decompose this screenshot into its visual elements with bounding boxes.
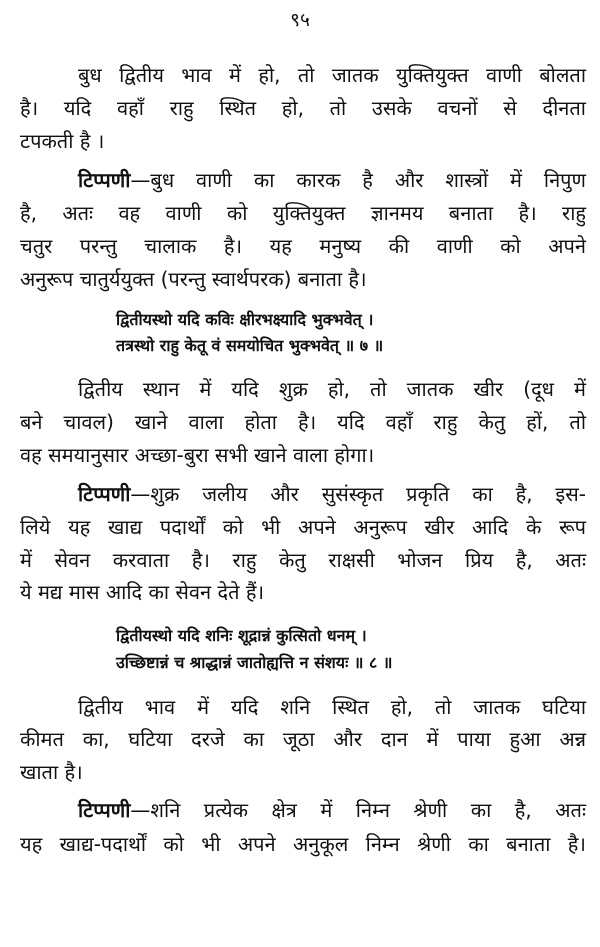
note-line: अनुरूप चातुर्ययुक्त (परन्तु स्वार्थपरक) बनाता है। [20,267,367,291]
note-label: टिप्पणी [78,168,131,192]
paragraph-line: वह समयानुसार अच्छा-बुरा सभी खाने वाला होगा। [20,443,375,467]
note-text: —शुक्र जलीय और सुसंस्कृत प्रकृति का है, इस- [130,482,586,506]
paragraph-line: द्वितीय भाव में यदि शनि स्थित हो, तो जातक घटिया [78,695,586,719]
note-line [78,165,586,195]
note-text: —शनि प्रत्येक क्षेत्र में निम्न श्रेणी का है, अतः [130,798,586,822]
note-line: लिये यह खाद्य पदार्थों को भी अपने अनुरूप खीर आदि के रूप [20,515,586,539]
note-label: टिप्पणी [78,798,131,822]
note-line: यह खाद्य-पदार्थों को भी अपने अनुकूल निम्न श्रेणी का बनाता है। [20,832,586,856]
verse-line: उच्छिष्टान्नं च श्राद्धान्नं जातोह्यत्ति न संशयः ॥ ८ ॥ [116,653,393,672]
verse-line: तत्रस्थो राहु केतू वं समयोचित भुक्भवेत् ॥ ७ ॥ [116,336,384,355]
note-line [78,479,586,509]
note-label: टिप्पणी [78,482,131,506]
paragraph-line: द्वितीय स्थान में यदि शुक्र हो, तो जातक खीर (दूध में [78,377,586,401]
page-number: ९५ [290,9,310,31]
note-line: ये मद्य मास आदि का सेवन देते हैं। [20,580,265,604]
paragraph-line: टपकती है । [20,129,105,153]
note-line [78,795,586,825]
verse-line: द्वितीयस्थो यदि कविः क्षीरभक्ष्यादि भुक्भवेत् । [116,310,374,329]
verse-line: द्वितीयस्थो यदि शनिः शूद्रान्नं कुत्सितो धनम् । [116,626,367,645]
note-line: चतुर परन्तु चालाक है। यह मनुष्य की वाणी को अपने [20,234,586,258]
note-text: —बुध वाणी का कारक है और शास्त्रों में निपुण [130,168,586,192]
note-line: में सेवन करवाता है। राहु केतु राक्षसी भोजन प्रिय है, अतः [20,548,586,572]
paragraph-line: बुध द्वितीय भाव में हो, तो जातक युक्तियुक्त वाणी बोलता [78,63,586,87]
paragraph-line: खाता है। [20,760,83,784]
paragraph-line: कीमत का, घटिया दरजे का जूठा और दान में पाया हुआ अन्न [20,727,587,751]
paragraph-line: बने चावल) खाने वाला होता है। यदि वहाँ राहु केतु हों, तो [20,410,586,434]
note-line: है, अतः वह वाणी को युक्तियुक्त ज्ञानमय बनाता है। राहु [20,201,586,225]
paragraph-line: है। यदि वहाँ राहु स्थित हो, तो उसके वचनों से दीनता [20,96,586,120]
